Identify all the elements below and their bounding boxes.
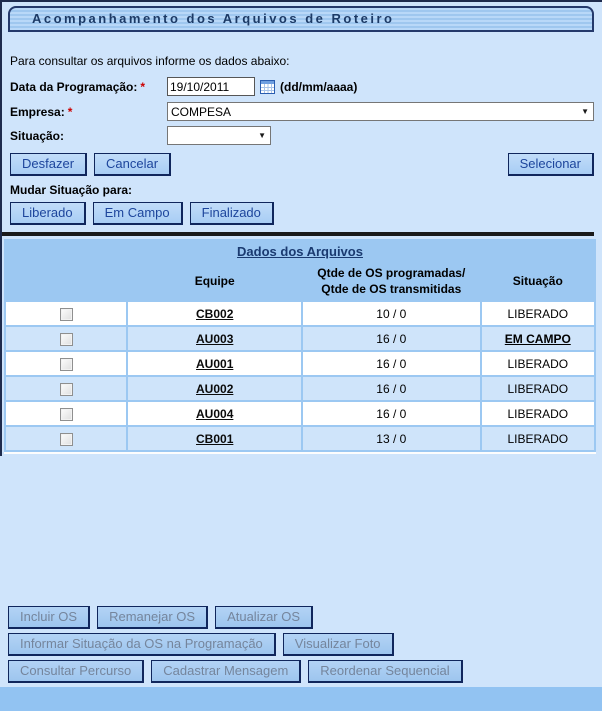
column-situacao: Situação — [512, 274, 563, 289]
table-row — [6, 352, 594, 375]
required-marker: * — [67, 104, 73, 119]
page-title: Acompanhamento dos Arquivos de Roteiro — [8, 6, 594, 32]
checkbox-cell — [6, 377, 126, 400]
situacao-cell[interactable]: EM CAMPO — [482, 327, 594, 350]
cadastrar-mensagem-button[interactable]: Cadastrar Mensagem — [151, 660, 301, 683]
table-row — [6, 302, 594, 325]
atualizar-os-button[interactable]: Atualizar OS — [215, 606, 313, 629]
equipe-link[interactable]: AU002 — [196, 381, 234, 396]
equipe-cell — [128, 352, 301, 375]
situacao-cell: LIBERADO — [482, 377, 594, 400]
date-row — [10, 77, 602, 96]
table-caption: Dados dos Arquivos — [237, 244, 363, 259]
status-row — [10, 126, 602, 145]
date-label: Data da Programação: * — [10, 79, 146, 94]
change-status-label: Mudar Situação para: — [10, 183, 133, 197]
column-qtde: Qtde de OS programadas/ Qtde de OS transmitidas — [317, 266, 466, 296]
row-checkbox[interactable] — [60, 383, 73, 396]
qtde-cell: 13 / 0 — [303, 427, 480, 450]
company-row — [10, 102, 602, 121]
company-select[interactable] — [167, 102, 594, 121]
company-label: Empresa: * — [10, 104, 73, 119]
row-checkbox[interactable] — [60, 358, 73, 371]
liberado-button[interactable]: Liberado — [10, 202, 86, 225]
row-checkbox[interactable] — [60, 333, 73, 346]
situacao-cell: LIBERADO — [482, 402, 594, 425]
footer-bar — [0, 687, 602, 711]
equipe-link[interactable]: AU003 — [196, 331, 234, 346]
qtde-cell: 10 / 0 — [303, 302, 480, 325]
situacao-cell: LIBERADO — [482, 302, 594, 325]
status-select[interactable] — [167, 126, 271, 145]
table-row — [6, 427, 594, 450]
intro-text: Para consultar os arquivos informe os dados abaixo: — [10, 54, 290, 68]
calendar-icon[interactable] — [260, 80, 275, 94]
dropdown-arrow-icon: ▼ — [581, 106, 589, 116]
incluir-os-button[interactable]: Incluir OS — [8, 606, 90, 629]
equipe-link[interactable]: CB002 — [196, 306, 234, 321]
required-marker: * — [140, 79, 146, 94]
undo-button[interactable]: Desfazer — [10, 153, 87, 176]
table-header-row — [6, 264, 594, 300]
bottom-actions-row-2 — [8, 633, 602, 656]
equipe-link[interactable]: CB001 — [196, 431, 234, 446]
date-input[interactable] — [167, 77, 255, 96]
equipe-cell — [128, 302, 301, 325]
remanejar-os-button[interactable]: Remanejar OS — [97, 606, 208, 629]
action-row — [10, 153, 594, 176]
equipe-cell — [128, 377, 301, 400]
table-body — [6, 241, 594, 450]
status-button-row — [10, 202, 602, 225]
visualizar-foto-button[interactable]: Visualizar Foto — [283, 633, 394, 656]
checkbox-cell — [6, 327, 126, 350]
column-checkbox — [6, 264, 126, 300]
row-checkbox[interactable] — [60, 408, 73, 421]
table-row — [6, 327, 594, 350]
equipe-link[interactable]: AU004 — [196, 406, 234, 421]
bottom-actions-row-1 — [8, 606, 602, 629]
row-checkbox[interactable] — [60, 433, 73, 446]
situacao-cell: LIBERADO — [482, 352, 594, 375]
checkbox-cell — [6, 402, 126, 425]
situacao-cell: LIBERADO — [482, 427, 594, 450]
qtde-cell: 16 / 0 — [303, 327, 480, 350]
table-caption-row — [6, 241, 594, 262]
checkbox-cell — [6, 302, 126, 325]
table-row — [6, 402, 594, 425]
empty-space — [0, 456, 602, 606]
equipe-link[interactable]: AU001 — [196, 356, 234, 371]
status-label: Situação: — [10, 128, 65, 143]
checkbox-cell — [6, 352, 126, 375]
equipe-cell — [128, 327, 301, 350]
files-table — [4, 239, 596, 454]
reordenar-sequencial-button[interactable]: Reordenar Sequencial — [308, 660, 462, 683]
informar-situacao-button[interactable]: Informar Situação da OS na Programação — [8, 633, 276, 656]
divider — [2, 232, 594, 236]
checkbox-cell — [6, 427, 126, 450]
table-row — [6, 377, 594, 400]
equipe-cell — [128, 402, 301, 425]
qtde-cell: 16 / 0 — [303, 377, 480, 400]
em-campo-button[interactable]: Em Campo — [93, 202, 183, 225]
undo-cancel-group — [10, 153, 171, 176]
dropdown-arrow-icon: ▼ — [258, 130, 266, 140]
qtde-cell: 16 / 0 — [303, 352, 480, 375]
cancel-button[interactable]: Cancelar — [94, 153, 171, 176]
column-equipe: Equipe — [194, 274, 235, 289]
bottom-actions-row-3 — [8, 660, 602, 683]
company-select-value: COMPESA — [171, 104, 232, 119]
row-checkbox[interactable] — [60, 308, 73, 321]
consultar-percurso-button[interactable]: Consultar Percurso — [8, 660, 144, 683]
finalizado-button[interactable]: Finalizado — [190, 202, 274, 225]
qtde-cell: 16 / 0 — [303, 402, 480, 425]
equipe-cell — [128, 427, 301, 450]
date-format-hint: (dd/mm/aaaa) — [280, 79, 358, 94]
select-button[interactable]: Selecionar — [508, 153, 594, 176]
